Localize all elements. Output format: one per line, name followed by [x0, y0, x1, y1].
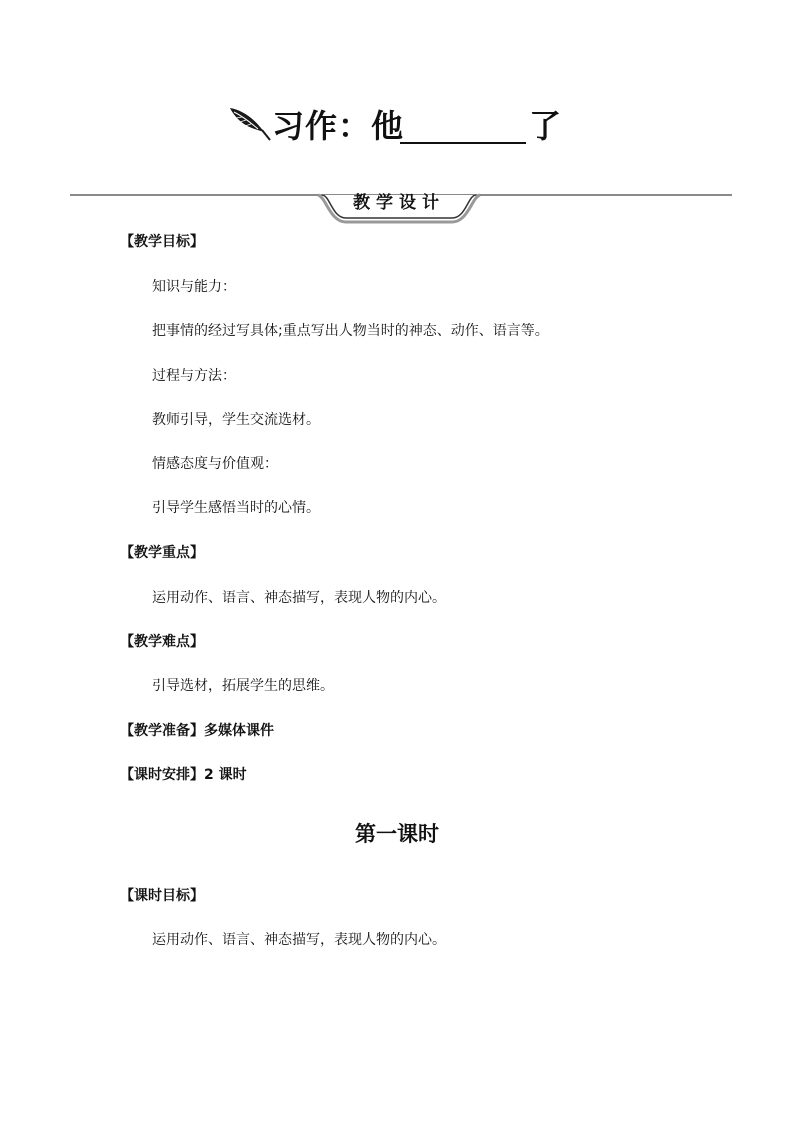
process-method-label: 过程与方法： [152, 368, 236, 384]
emotion-values-text: 引导学生感悟当时的心情。 [152, 500, 320, 516]
teaching-difficulty-text: 引导选材，拓展学生的思维。 [152, 678, 334, 694]
lesson-one-title: 第一课时 [355, 822, 439, 846]
teaching-preparation-line: 【教学准备】多媒体课件 [120, 723, 274, 739]
lesson-schedule-line: 【课时安排】2 课时 [120, 767, 247, 783]
teaching-focus-text: 运用动作、语言、神态描写，表现人物的内心。 [152, 590, 446, 606]
knowledge-ability-label: 知识与能力： [152, 279, 236, 295]
teaching-goals-heading: 【教学目标】 [120, 234, 204, 250]
section-banner [0, 180, 794, 230]
banner-label: 教学设计 [353, 193, 445, 213]
process-method-text: 教师引导，学生交流选材。 [152, 412, 320, 428]
title-prefix: 习作：他 [272, 107, 405, 145]
title-suffix: 了 [529, 107, 562, 145]
title-blank-line [400, 142, 526, 144]
lesson-goal-heading: 【课时目标】 [120, 888, 204, 904]
teaching-focus-heading: 【教学重点】 [120, 545, 204, 561]
emotion-values-label: 情感态度与价值观： [152, 456, 278, 472]
knowledge-ability-text: 把事情的经过写具体;重点写出人物当时的神态、动作、语言等。 [152, 323, 549, 339]
document-title [0, 100, 794, 156]
teaching-difficulty-heading: 【教学难点】 [120, 634, 204, 650]
feather-quill-icon [228, 104, 272, 144]
lesson-goal-text: 运用动作、语言、神态描写，表现人物的内心。 [152, 932, 446, 948]
